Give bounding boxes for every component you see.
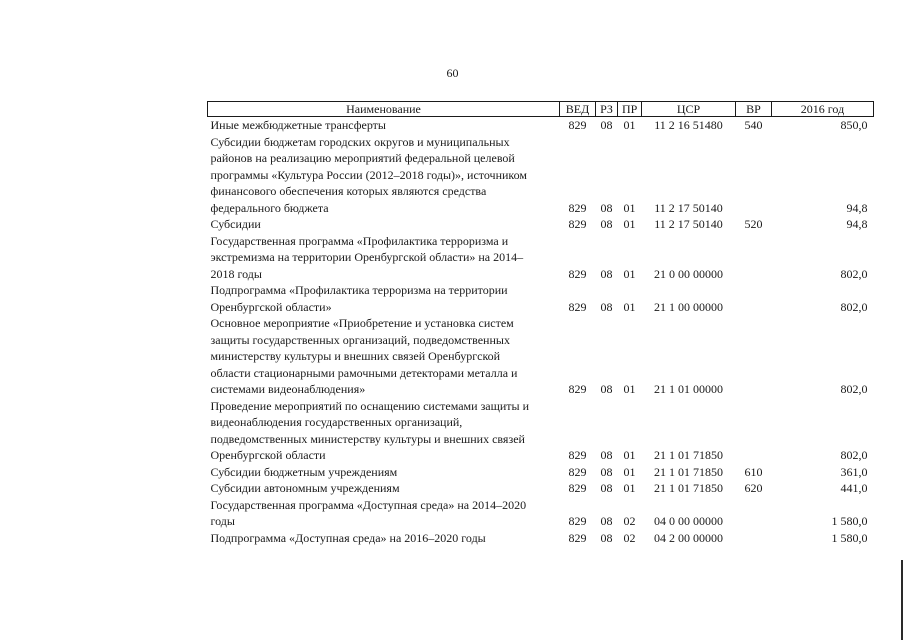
row-sum: 1 580,0	[831, 514, 868, 528]
row-ved: 829	[568, 481, 587, 495]
row-vr: 610	[744, 464, 763, 479]
row-ved: 829	[568, 382, 587, 396]
row-ved: 829	[568, 448, 587, 462]
row-name	[208, 480, 560, 497]
header-vr: ВР	[736, 102, 772, 117]
header-csr: ЦСР	[642, 102, 736, 117]
row-rz: 08	[600, 481, 613, 495]
row-name-line: видеонаблюдения государственных организаций,	[210, 415, 463, 429]
row-name-line: 2018 годы	[210, 266, 262, 281]
row-pr: 01	[623, 481, 636, 495]
row-name	[208, 134, 560, 217]
table-row	[208, 134, 874, 217]
row-sum: 94,8	[846, 200, 868, 215]
row-csr: 21 0 00 00000	[654, 266, 723, 281]
row-rz: 08	[600, 448, 613, 462]
row-pr: 01	[623, 448, 636, 462]
row-vr: 620	[744, 481, 763, 495]
row-sum: 361,0	[840, 464, 868, 479]
row-pr: 01	[623, 382, 636, 396]
row-name-line: Субсидии бюджетам городских округов и муниципальных	[210, 134, 510, 149]
row-name-line: Иные межбюджетные трансферты	[210, 118, 386, 132]
row-name	[208, 497, 560, 530]
table-row	[208, 233, 874, 283]
row-vr	[736, 233, 772, 283]
row-sum: 94,8	[846, 217, 868, 231]
row-name-line: системами видеонаблюдения»	[210, 382, 366, 396]
row-name-line: экстремизма на территории Оренбургской области» на 2014–	[210, 250, 524, 264]
row-rz: 08	[600, 514, 613, 528]
table-row	[208, 398, 874, 464]
row-vr: 520	[744, 217, 763, 231]
row-name-line: Проведение мероприятий по оснащению системами защиты и	[210, 398, 530, 413]
row-name-line: подведомственных министерству культуры и внешних связей	[210, 431, 525, 446]
row-name	[208, 315, 560, 398]
row-pr: 01	[623, 118, 636, 132]
row-sum: 802,0	[840, 266, 868, 281]
row-vr	[736, 497, 772, 530]
row-name-line: районов на реализацию мероприятий федеральной целевой	[210, 151, 515, 165]
row-sum: 850,0	[840, 118, 868, 132]
row-sum: 802,0	[840, 448, 868, 462]
header-name: Наименование	[208, 102, 560, 117]
row-ved: 829	[568, 464, 587, 479]
row-name	[208, 464, 560, 481]
row-rz: 08	[600, 200, 613, 215]
row-pr: 02	[623, 514, 636, 528]
table-row	[208, 117, 874, 134]
row-name-line: Субсидии	[210, 217, 261, 231]
row-name	[208, 530, 560, 547]
row-name-line: Субсидии автономным учреждениям	[210, 481, 400, 495]
row-vr	[736, 530, 772, 547]
header-year: 2016 год	[772, 102, 874, 117]
row-name	[208, 233, 560, 283]
row-name	[208, 282, 560, 315]
row-pr: 01	[623, 266, 636, 281]
row-pr: 01	[623, 299, 636, 314]
row-rz: 08	[600, 217, 613, 231]
row-pr: 01	[623, 464, 636, 479]
row-csr: 11 2 17 50140	[654, 217, 723, 231]
row-vr	[736, 398, 772, 464]
table-row	[208, 282, 874, 315]
budget-table	[207, 101, 874, 546]
row-rz: 08	[600, 299, 613, 314]
row-name-line: Государственная программа «Доступная среда» на 2014–2020	[210, 497, 527, 512]
row-vr	[736, 315, 772, 398]
row-csr: 21 1 01 71850	[654, 448, 723, 462]
table-row	[208, 216, 874, 233]
row-name	[208, 398, 560, 464]
row-vr	[736, 134, 772, 217]
row-name	[208, 117, 560, 134]
row-csr: 21 1 01 71850	[654, 464, 723, 479]
table-row	[208, 464, 874, 481]
table-row	[208, 497, 874, 530]
row-ved: 829	[568, 266, 587, 281]
row-name-line: министерству культуры и внешних связей Оренбургской	[210, 349, 501, 363]
row-ved: 829	[568, 118, 587, 132]
row-csr: 21 1 00 00000	[654, 299, 723, 314]
row-rz: 08	[600, 382, 613, 396]
row-sum: 441,0	[840, 481, 868, 495]
page-number: 60	[446, 66, 459, 80]
row-rz: 08	[600, 266, 613, 281]
row-csr: 04 0 00 00000	[654, 514, 723, 528]
row-name	[208, 216, 560, 233]
row-vr	[736, 282, 772, 315]
row-name-line: Подпрограмма «Доступная среда» на 2016–2020 годы	[210, 530, 486, 545]
row-pr: 01	[623, 200, 636, 215]
row-csr: 04 2 00 00000	[654, 530, 723, 545]
row-ved: 829	[568, 299, 587, 314]
row-ved: 829	[568, 514, 587, 528]
row-name-line: Оренбургской области»	[210, 299, 332, 314]
row-name-line: Оренбургской области	[210, 448, 326, 462]
row-name-line: Субсидии бюджетным учреждениям	[210, 464, 398, 479]
row-ved: 829	[568, 200, 587, 215]
row-name-line: области стационарными рамочными детекторами металла и	[210, 365, 518, 380]
row-rz: 08	[600, 530, 613, 545]
row-name-line: защиты государственных организаций, подведомственных	[210, 332, 510, 347]
row-name-line: Государственная программа «Профилактика терроризма и	[210, 233, 509, 248]
row-name-line: годы	[210, 514, 235, 528]
header-rz: РЗ	[596, 102, 618, 117]
table-header-row	[208, 102, 874, 117]
row-pr: 02	[623, 530, 636, 545]
table-row	[208, 530, 874, 547]
row-rz: 08	[600, 118, 613, 132]
row-name-line: федерального бюджета	[210, 200, 329, 215]
row-ved: 829	[568, 530, 587, 545]
row-csr: 21 1 01 00000	[654, 382, 723, 396]
scan-edge-mark	[901, 560, 903, 640]
row-vr: 540	[744, 118, 763, 132]
row-sum: 802,0	[840, 382, 868, 396]
row-name-line: финансового обеспечения которых являются средства	[210, 184, 487, 198]
row-csr: 11 2 16 51480	[654, 118, 723, 132]
row-name-line: Подпрограмма «Профилактика терроризма на территории	[210, 283, 508, 297]
row-csr: 11 2 17 50140	[654, 200, 723, 215]
row-sum: 1 580,0	[831, 530, 868, 545]
row-csr: 21 1 01 71850	[654, 481, 723, 495]
header-ved: ВЕД	[560, 102, 596, 117]
row-pr: 01	[623, 217, 636, 231]
table-row	[208, 480, 874, 497]
row-sum: 802,0	[840, 299, 868, 314]
row-ved: 829	[568, 217, 587, 231]
header-pr: ПР	[618, 102, 642, 117]
row-name-line: Основное мероприятие «Приобретение и установка систем	[210, 316, 514, 330]
row-rz: 08	[600, 464, 613, 479]
table-row	[208, 315, 874, 398]
row-name-line: программы «Культура России (2012–2018 годы)», источником	[210, 167, 528, 182]
